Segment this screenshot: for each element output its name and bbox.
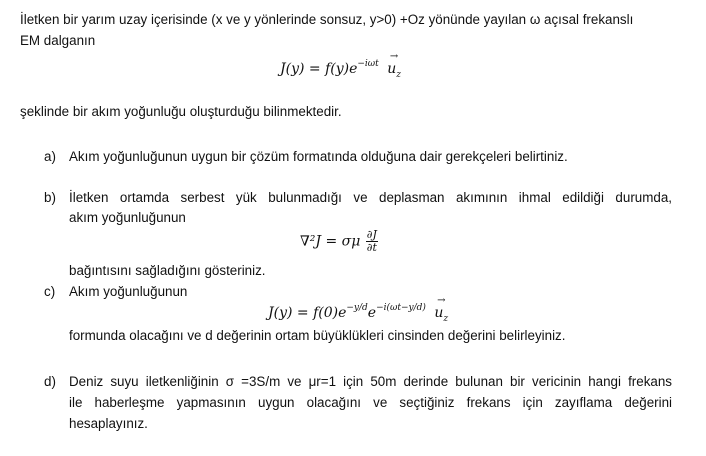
- current-density-equation: [280, 61, 401, 80]
- eq1-exponent: −iωt: [357, 59, 379, 69]
- intro-line-1: İletken bir yarım uzay içerisinde (x ve y yönlerinde sonsuz, y>0) +Oz yönünde yayılan ω açısal frekanslı: [20, 12, 634, 27]
- eq-b-fraction: $\frac{\partial J}{\partial t}$: [366, 228, 377, 255]
- intro-line-2: EM dalganın: [20, 33, 96, 48]
- eq-b-lhs: ∇²J = σμ: [300, 233, 361, 250]
- question-b-after: bağıntısını sağladığını gösteriniz.: [69, 263, 266, 278]
- eq1-unit-vector: → $u_z$: [387, 61, 401, 80]
- question-b-text-2: akım yoğunluğunun: [69, 210, 186, 225]
- question-b-label: b): [44, 190, 56, 205]
- eq-c-lhs: J(y) = f(0)e: [268, 305, 347, 321]
- question-c-text: Akım yoğunluğunun: [69, 284, 188, 299]
- diffusion-equation: [300, 229, 378, 254]
- question-a-label: a): [44, 149, 56, 164]
- solution-form-equation: $J(y) = f(0)e^{-y/d}e^{-i(\omega t-y/d)} \to u_z$: [268, 305, 448, 324]
- question-c-after: formunda olacağını ve d değerinin ortam büyüklükleri cinsinden değerini belirleyiniz.: [69, 328, 566, 343]
- eq-c-unit-vector: → $u_z$: [434, 305, 448, 324]
- eq1-lhs: J(y) = f(y)e: [280, 61, 358, 77]
- question-d-line-1: Deniz suyu iletkenliğinin σ =3S/m ve μr=1 için 50m derinde bulunan bir vericinin hangi frekans: [69, 374, 672, 389]
- question-d-label: d): [44, 374, 56, 389]
- question-a-text: Akım yoğunluğunun uygun bir çözüm formatında olduğuna dair gerekçeleri belirtiniz.: [69, 149, 568, 164]
- question-b-text-1: İletken ortamda serbest yük bulunmadığı ve deplasman akımının ihmal edildiği durumda,: [69, 190, 672, 205]
- question-d-line-3: hesaplayınız.: [69, 416, 148, 431]
- question-d-line-2: ile haberleşme yapmasının uygun olacağını ve seçtiğiniz frekans için zayıflama değerini: [69, 395, 672, 410]
- statement-text: şeklinde bir akım yoğunluğu oluşturduğu bilinmektedir.: [20, 104, 342, 119]
- question-c-label: c): [44, 284, 56, 299]
